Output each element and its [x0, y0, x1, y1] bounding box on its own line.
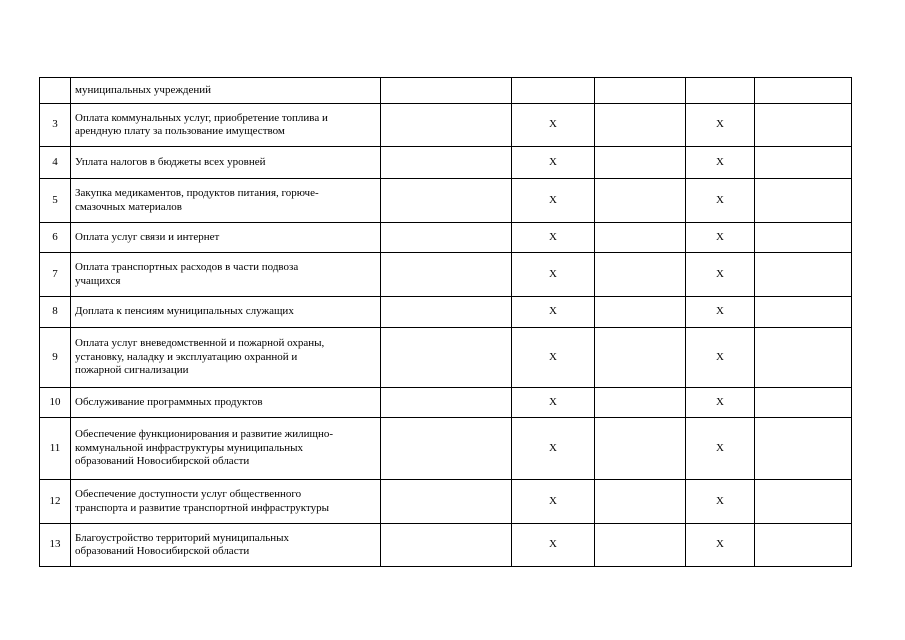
- description-line: арендную плату за пользование имуществом: [75, 125, 285, 137]
- mark-cell-b: X: [512, 418, 595, 480]
- mark-cell-d: X: [686, 480, 755, 524]
- mark-cell-d: X: [686, 388, 755, 418]
- blank-cell-e: [755, 524, 852, 567]
- table-row: [40, 78, 852, 104]
- row-number: 7: [40, 253, 71, 297]
- mark-cell-b: X: [512, 104, 595, 147]
- row-number: 8: [40, 297, 71, 328]
- mark-cell-b: X: [512, 480, 595, 524]
- row-number: 9: [40, 328, 71, 388]
- blank-cell-e: [755, 78, 852, 104]
- blank-cell-c: [595, 328, 686, 388]
- description-line: коммунальной инфраструктуры муниципальных: [75, 441, 304, 454]
- mark-cell-d: X: [686, 147, 755, 179]
- blank-cell-e: [755, 418, 852, 480]
- row-number: 12: [40, 480, 71, 524]
- mark-cell-b: X: [512, 147, 595, 179]
- row-description: [71, 104, 381, 147]
- blank-cell-a: [381, 104, 512, 147]
- blank-cell-a: [381, 418, 512, 480]
- table-row: [40, 418, 852, 480]
- description-line: установку, наладку и эксплуатацию охранной и: [75, 350, 298, 363]
- description-line: смазочных материалов: [75, 200, 182, 213]
- description-line: Обслуживание программных продуктов: [75, 395, 263, 408]
- mark-cell-d: X: [686, 223, 755, 253]
- row-description: [71, 388, 381, 418]
- blank-cell-a: [381, 388, 512, 418]
- row-description: [71, 147, 381, 179]
- mark-cell-b: X: [512, 524, 595, 567]
- table-row: [40, 253, 852, 297]
- mark-cell-b: X: [512, 223, 595, 253]
- row-number: 5: [40, 179, 71, 223]
- row-number: 6: [40, 223, 71, 253]
- mark-cell-d: X: [686, 179, 755, 223]
- mark-cell-d: X: [686, 524, 755, 567]
- blank-cell-a: [381, 179, 512, 223]
- description-line: Оплата транспортных расходов в части подвоза: [75, 261, 299, 273]
- table-row: [40, 104, 852, 147]
- blank-cell-c: [595, 223, 686, 253]
- row-description: [71, 418, 381, 480]
- mark-cell-b: X: [512, 328, 595, 388]
- description-line: Закупка медикаментов, продуктов питания, горюче-: [75, 187, 319, 199]
- description-line: пожарной сигнализации: [75, 364, 189, 377]
- blank-cell-c: [595, 418, 686, 480]
- table-row: [40, 328, 852, 388]
- mark-cell-d: X: [686, 104, 755, 147]
- description-line: Благоустройство территорий муниципальных: [75, 531, 290, 544]
- table-row: [40, 223, 852, 253]
- blank-cell-e: [755, 388, 852, 418]
- blank-cell-e: [755, 297, 852, 328]
- mark-cell-b: [512, 78, 595, 104]
- mark-cell-b: X: [512, 297, 595, 328]
- mark-cell-d: X: [686, 253, 755, 297]
- row-description: [71, 297, 381, 328]
- row-description: [71, 480, 381, 524]
- blank-cell-a: [381, 297, 512, 328]
- description-line: транспорта и развитие транспортной инфраструктуры: [75, 501, 330, 514]
- row-description: [71, 253, 381, 297]
- row-description: [71, 328, 381, 388]
- row-number: 3: [40, 104, 71, 147]
- table-row: [40, 524, 852, 567]
- blank-cell-e: [755, 104, 852, 147]
- row-description: [71, 78, 381, 104]
- mark-cell-b: X: [512, 179, 595, 223]
- blank-cell-c: [595, 480, 686, 524]
- row-number: 10: [40, 388, 71, 418]
- description-line: Обеспечение функционирования и развитие жилищно-: [75, 428, 334, 441]
- table-row: [40, 388, 852, 418]
- description-line: Оплата коммунальных услуг, приобретение топлива и: [75, 111, 328, 124]
- blank-cell-c: [595, 524, 686, 567]
- row-number: 13: [40, 524, 71, 567]
- blank-cell-a: [381, 524, 512, 567]
- blank-cell-c: [595, 179, 686, 223]
- mark-cell-d: [686, 78, 755, 104]
- row-number: 11: [40, 418, 71, 480]
- row-number: [40, 78, 71, 104]
- blank-cell-a: [381, 147, 512, 179]
- blank-cell-c: [595, 388, 686, 418]
- blank-cell-a: [381, 78, 512, 104]
- row-description: [71, 223, 381, 253]
- table-row: [40, 297, 852, 328]
- table-row: [40, 147, 852, 179]
- mark-cell-d: X: [686, 328, 755, 388]
- expenditure-table: [39, 77, 852, 567]
- table-row: [40, 179, 852, 223]
- blank-cell-e: [755, 253, 852, 297]
- description-line: Оплата услуг связи и интернет: [75, 230, 220, 243]
- description-line: Доплата к пенсиям муниципальных служащих: [75, 305, 294, 318]
- blank-cell-e: [755, 179, 852, 223]
- description-line: учащихся: [75, 274, 121, 287]
- row-number: 4: [40, 147, 71, 179]
- mark-cell-d: X: [686, 418, 755, 480]
- blank-cell-c: [595, 78, 686, 104]
- description-line: Уплата налогов в бюджеты всех уровней: [75, 155, 266, 168]
- description-line: муниципальных учреждений: [75, 83, 212, 96]
- description-line: Обеспечение доступности услуг общественного: [75, 488, 302, 500]
- mark-cell-b: X: [512, 253, 595, 297]
- description-line: образований Новосибирской области: [75, 455, 250, 468]
- blank-cell-e: [755, 480, 852, 524]
- blank-cell-e: [755, 223, 852, 253]
- table-row: [40, 480, 852, 524]
- blank-cell-a: [381, 223, 512, 253]
- blank-cell-c: [595, 104, 686, 147]
- blank-cell-a: [381, 328, 512, 388]
- row-description: [71, 524, 381, 567]
- blank-cell-c: [595, 297, 686, 328]
- blank-cell-e: [755, 147, 852, 179]
- blank-cell-e: [755, 328, 852, 388]
- description-line: образований Новосибирской области: [75, 545, 250, 557]
- blank-cell-a: [381, 253, 512, 297]
- mark-cell-d: X: [686, 297, 755, 328]
- blank-cell-a: [381, 480, 512, 524]
- description-line: Оплата услуг вневедомственной и пожарной охраны,: [75, 337, 325, 350]
- blank-cell-c: [595, 253, 686, 297]
- row-description: [71, 179, 381, 223]
- mark-cell-b: X: [512, 388, 595, 418]
- blank-cell-c: [595, 147, 686, 179]
